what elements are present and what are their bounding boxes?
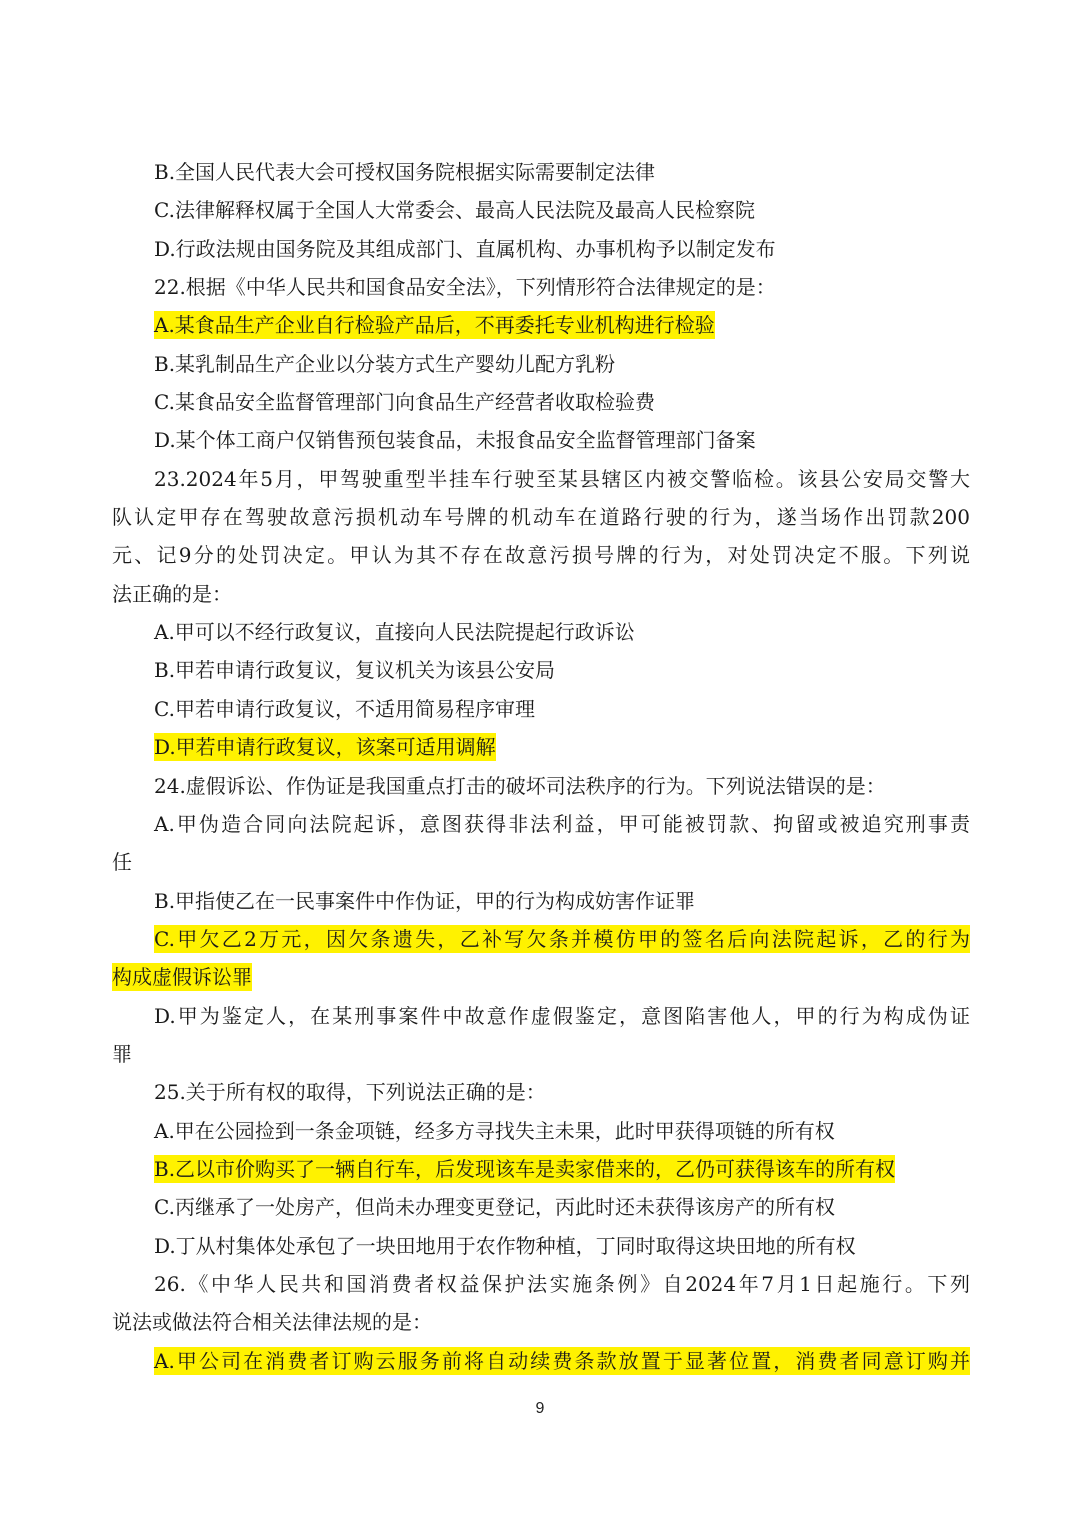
line-text: A.某食品生产企业自行检验产品后，不再委托专业机构进行检验 (154, 313, 715, 338)
text-line (112, 230, 970, 268)
line-text: C.甲欠乙2万元，因欠条遗失，乙补写欠条并模仿甲的签名后向法院起诉，乙的行为 (154, 926, 970, 951)
line-text: A.甲可以不经行政复议，直接向人民法院提起行政诉讼 (154, 620, 635, 645)
text-line (112, 575, 970, 613)
text-line (112, 1303, 970, 1341)
line-text: 任 (112, 850, 132, 875)
text-line (112, 882, 970, 920)
text-line (112, 153, 970, 191)
line-text: D.甲若申请行政复议，该案可适用调解 (154, 735, 496, 760)
text-line (112, 1227, 970, 1265)
highlighted-text-line (112, 306, 970, 344)
line-text: B.甲指使乙在一民事案件中作伪证，甲的行为构成妨害作证罪 (154, 888, 696, 913)
line-text: A.甲在公园捡到一条金项链，经多方寻找失主未果，此时甲获得项链的所有权 (154, 1118, 835, 1143)
line-text: D.甲为鉴定人，在某刑事案件中故意作虚假鉴定，意图陷害他人，甲的行为构成伪证 (154, 1003, 970, 1028)
text-line (112, 843, 970, 881)
line-text: 罪 (112, 1041, 132, 1066)
text-line (112, 613, 970, 651)
line-text: 法正确的是： (112, 581, 232, 606)
line-text: D.丁从村集体处承包了一块田地用于农作物种植，丁同时取得这块田地的所有权 (154, 1233, 856, 1258)
highlighted-text-line (112, 920, 970, 958)
line-text: A.甲伪造合同向法院起诉，意图获得非法利益，甲可能被罚款、拘留或被追究刑事责 (154, 811, 970, 836)
text-line (112, 1073, 970, 1111)
text-line (112, 460, 970, 498)
highlighted-text-line (112, 728, 970, 766)
text-line (112, 421, 970, 459)
text-line (112, 268, 970, 306)
text-line (112, 1112, 970, 1150)
line-text: C.某食品安全监督管理部门向食品生产经营者收取检验费 (154, 390, 655, 415)
highlighted-text-line (112, 1342, 970, 1380)
text-line (112, 191, 970, 229)
text-line (112, 651, 970, 689)
text-line (112, 767, 970, 805)
highlighted-text-line (112, 1150, 970, 1188)
text-line (112, 498, 970, 536)
line-text: C.丙继承了一处房产，但尚未办理变更登记，丙此时还未获得该房产的所有权 (154, 1195, 835, 1220)
line-text: B.全国人民代表大会可授权国务院根据实际需要制定法律 (154, 160, 656, 184)
line-text: 23.2024年5月，甲驾驶重型半挂车行驶至某县辖区内被交警临检。该县公安局交警大 (154, 466, 970, 491)
line-text: 24.虚假诉讼、作伪证是我国重点打击的破坏司法秩序的行为。下列说法错误的是： (154, 773, 886, 798)
text-line (112, 345, 970, 383)
line-text: B.甲若申请行政复议，复议机关为该县公安局 (154, 658, 556, 683)
line-text: C.法律解释权属于全国人大常委会、最高人民法院及最高人民检察院 (154, 198, 755, 223)
line-text: 26.《中华人民共和国消费者权益保护法实施条例》自2024年7月1日起施行。下列 (154, 1271, 970, 1296)
line-text: 25.关于所有权的取得，下列说法正确的是： (154, 1080, 546, 1105)
text-line (112, 536, 970, 574)
line-text: D.某个体工商户仅销售预包装食品，未报食品安全监督管理部门备案 (154, 428, 756, 453)
text-line (112, 1188, 970, 1226)
text-line (112, 997, 970, 1035)
line-text: D.行政法规由国务院及其组成部门、直属机构、办事机构予以制定发布 (154, 236, 776, 261)
text-line (112, 690, 970, 728)
page-number: 9 (535, 1400, 545, 1417)
text-line (112, 1265, 970, 1303)
line-text: 说法或做法符合相关法律法规的是： (112, 1310, 432, 1335)
line-text: B.某乳制品生产企业以分装方式生产婴幼儿配方乳粉 (154, 351, 616, 376)
line-text: 22.根据《中华人民共和国食品安全法》，下列情形符合法律规定的是： (154, 275, 776, 300)
highlighted-text-line (112, 958, 970, 996)
document-body (112, 153, 970, 1380)
line-text: 构成虚假诉讼罪 (112, 965, 252, 990)
line-text: 队认定甲存在驾驶故意污损机动车号牌的机动车在道路行驶的行为，遂当场作出罚款200 (112, 505, 970, 530)
line-text: A.甲公司在消费者订购云服务前将自动续费条款放置于显著位置，消费者同意订购并 (154, 1348, 970, 1373)
text-line (112, 1035, 970, 1073)
line-text: C.甲若申请行政复议，不适用简易程序审理 (154, 696, 535, 721)
line-text: B.乙以市价购买了一辆自行车，后发现该车是卖家借来的，乙仍可获得该车的所有权 (154, 1156, 896, 1181)
text-line (112, 805, 970, 843)
text-line (112, 383, 970, 421)
line-text: 元、记9分的处罚决定。甲认为其不存在故意污损号牌的行为，对处罚决定不服。下列说 (112, 543, 970, 568)
